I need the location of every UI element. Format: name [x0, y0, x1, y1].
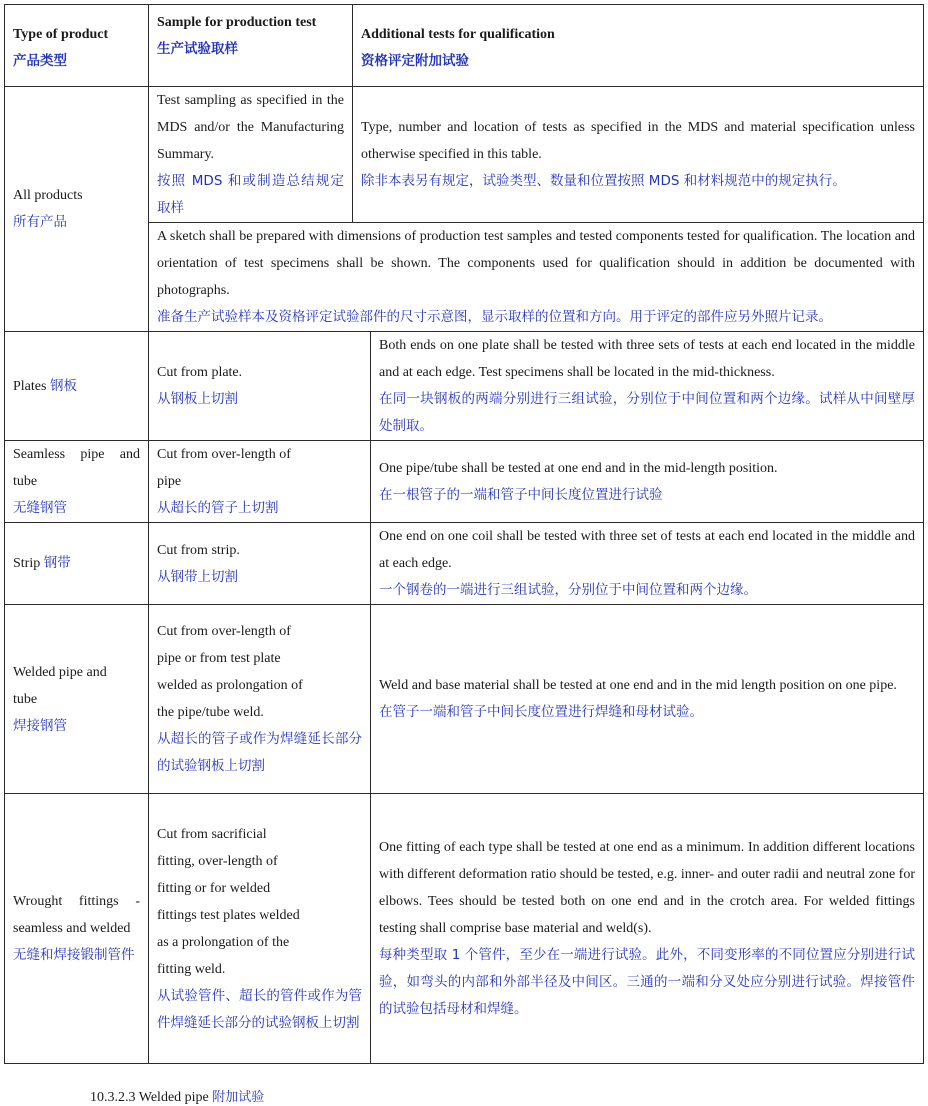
tests-cell-strip — [371, 523, 924, 605]
tests-zh: 在同一块钢板的两端分别进行三组试验，分别位于中间位置和两个边缘。试样从中间壁厚处制取。 — [379, 391, 915, 434]
type-en: All products — [13, 188, 83, 203]
tests-en: Both ends on one plate shall be tested with three sets of tests at each end located in the middle and at each edge. Test specimens shall be located in the mid-thickness. — [379, 338, 915, 380]
type-cell-plates — [5, 332, 149, 441]
tests-en: One fitting of each type shall be tested at one end as a minimum. In addition different locations with different deformation ratio should be tested, e.g. inner- and outer radii and neutral zone for elbows. Tees should be tested both on one end and in the crotch area. For welded fittings testing shall comprise base material and weld(s). — [379, 840, 915, 936]
sample-en: Cut from sacrificial fitting, over-length of fitting or for welded fittings test plates welded as a prolongation of the fitting weld. — [157, 826, 300, 977]
tests-cell-wrought — [371, 794, 924, 1064]
tests-en: One end on one coil shall be tested with three set of tests at each end located in the middle and at each edge. — [379, 529, 915, 571]
sample-en: Cut from over-length of pipe — [157, 447, 291, 489]
section-heading-cutoff — [90, 1086, 264, 1106]
tests-cell-all-products — [353, 87, 924, 223]
sketch-en: A sketch shall be prepared with dimensions of production test samples and tested components tested for qualification. The location and orientation of test specimens shall be shown. The components used for qualification should in addition be documented with photographs. — [157, 229, 915, 298]
table-row-wrought — [5, 794, 924, 1064]
type-zh: 钢板 — [49, 377, 77, 394]
header-type-zh: 产品类型 — [13, 52, 67, 69]
header-tests-cell — [353, 5, 924, 87]
type-cell-welded — [5, 605, 149, 794]
sample-en: Cut from over-length of pipe or from test plate welded as prolongation of the pipe/tube weld. — [157, 624, 303, 720]
header-tests-en: Additional tests for qualification — [361, 26, 555, 42]
type-en: Strip — [13, 556, 41, 571]
type-cell-all-products — [5, 87, 149, 332]
table-header-row — [5, 5, 924, 87]
type-en: Welded pipe and tube — [13, 664, 107, 707]
sample-cell-wrought — [149, 794, 371, 1064]
tests-zh: 除非本表另有规定，试验类型、数量和位置按照 MDS 和材料规范中的规定执行。 — [361, 173, 846, 189]
type-cell-strip — [5, 523, 149, 605]
table-row-strip — [5, 523, 924, 605]
sample-zh: 从试验管件、超长的管件或作为管件焊缝延长部分的试验钢板上切割 — [157, 987, 362, 1031]
sample-en: Cut from plate. — [157, 365, 243, 380]
tests-zh: 一个钢卷的一端进行三组试验，分别位于中间位置和两个边缘。 — [379, 582, 757, 598]
tests-zh: 在一根管子的一端和管子中间长度位置进行试验 — [379, 486, 663, 503]
sketch-cell — [149, 223, 924, 332]
table-row-plates — [5, 332, 924, 441]
type-cell-seamless — [5, 441, 149, 523]
header-sample-zh: 生产试验取样 — [157, 41, 238, 57]
section-heading-en: 10.3.2.3 Welded pipe — [90, 1090, 209, 1105]
section-heading-zh: 附加试验 — [212, 1090, 265, 1105]
qualification-test-table — [4, 4, 924, 1064]
header-type-en: Type of product — [13, 26, 109, 42]
header-type-cell — [5, 5, 149, 87]
tests-cell-welded — [371, 605, 924, 794]
table-row-welded — [5, 605, 924, 794]
tests-cell-seamless — [371, 441, 924, 523]
tests-zh: 每种类型取 1 个管件，至少在一端进行试验。此外，不同变形率的不同位置应分别进行试验，如弯头的内部和外部半径及中间区。三通的一端和分叉处应分别进行试验。焊接管件的试验包括母材和焊缝。 — [379, 947, 915, 1017]
sample-zh: 从钢板上切割 — [157, 391, 238, 407]
sketch-zh: 准备生产试验样本及资格评定试验部件的尺寸示意图，显示取样的位置和方向。用于评定的部件应另外照片记录。 — [157, 309, 832, 325]
sample-zh: 从超长的管子上切割 — [157, 500, 279, 516]
sample-zh: 从钢带上切割 — [157, 568, 238, 585]
sample-cell-welded — [149, 605, 371, 794]
tests-en: Type, number and location of tests as specified in the MDS and material specification unless otherwise specified in this table. — [361, 120, 915, 162]
sample-cell-all-products — [149, 87, 353, 223]
type-en: Plates — [13, 378, 47, 394]
type-en: Wrought fittings -seamless and welded — [13, 894, 140, 936]
type-zh: 无缝和焊接锻制管件 — [13, 947, 135, 963]
sample-en: Test sampling as specified in the MDS and/or the Manufacturing Summary. — [157, 93, 344, 162]
header-sample-cell — [149, 5, 353, 87]
type-en: Seamless pipe and tube — [13, 447, 140, 489]
sample-zh: 从超长的管子或作为焊缝延长部分的试验钢板上切割 — [157, 731, 362, 774]
table-row-all-products — [5, 87, 924, 223]
sample-cell-strip — [149, 523, 371, 605]
header-tests-zh: 资格评定附加试验 — [361, 52, 469, 69]
sample-cell-seamless — [149, 441, 371, 523]
type-zh: 钢带 — [43, 555, 71, 571]
type-zh: 无缝钢管 — [13, 500, 67, 516]
tests-en: One pipe/tube shall be tested at one end and in the mid-length position. — [379, 460, 778, 476]
tests-en: Weld and base material shall be tested at one end and in the mid length position on one pipe. — [379, 678, 897, 693]
type-zh: 所有产品 — [13, 214, 67, 230]
table-row-seamless — [5, 441, 924, 523]
type-cell-wrought — [5, 794, 149, 1064]
tests-cell-plates — [371, 332, 924, 441]
sample-cell-plates — [149, 332, 371, 441]
type-zh: 焊接钢管 — [13, 717, 67, 734]
sample-en: Cut from strip. — [157, 542, 240, 558]
tests-zh: 在管子一端和管子中间长度位置进行焊缝和母材试验。 — [379, 704, 703, 720]
header-sample-en: Sample for production test — [157, 15, 317, 30]
sample-zh: 按照 MDS 和或制造总结规定取样 — [157, 173, 344, 216]
